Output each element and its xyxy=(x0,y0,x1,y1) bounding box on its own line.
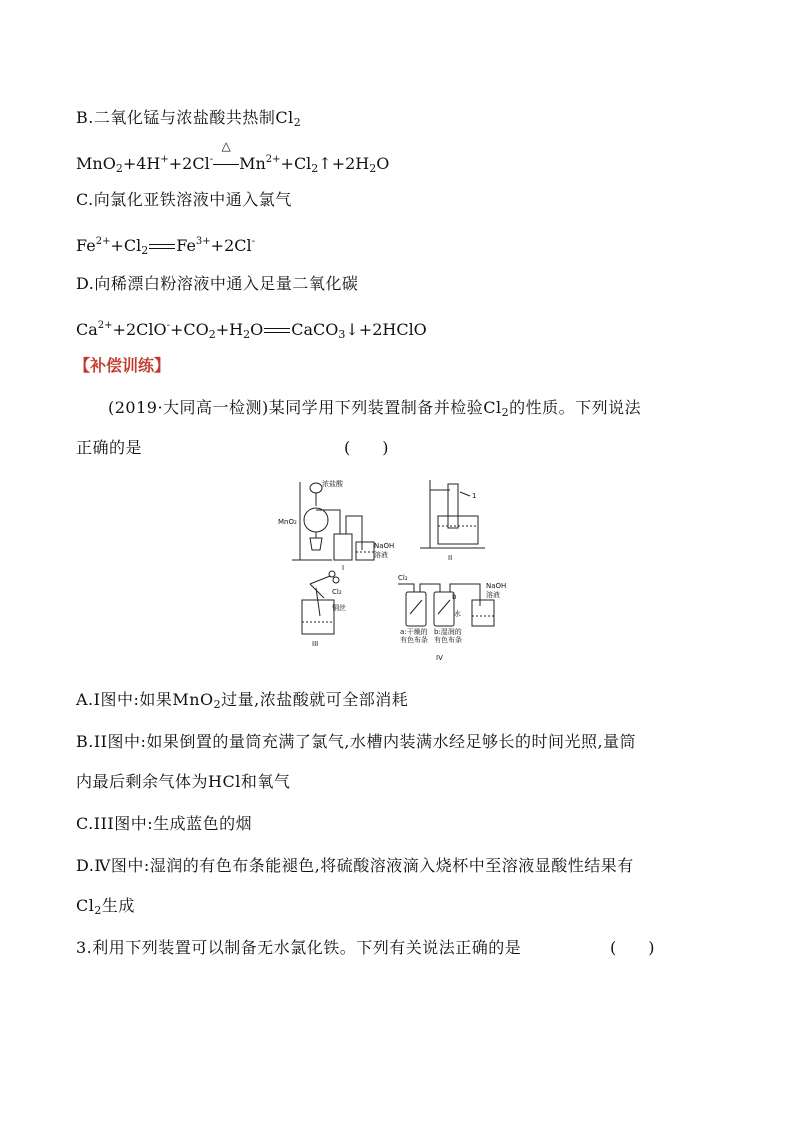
fig-wet-cloth-b: b:湿润的 xyxy=(434,628,462,636)
fig-conc-hcl-label: 浓盐酸 xyxy=(322,480,343,488)
fig-wet-cloth-b2: 有色布条 xyxy=(434,636,462,644)
equation-d: $Ca^{2+}+2ClO^-+CO_2+H_2O$ CaCO$_3$↓+2HClO xyxy=(76,320,427,341)
answer-b-line1: B.II图中:如果倒置的量筒充满了氯气,水槽内装满水经足够长的时间光照,量筒 xyxy=(76,732,637,751)
fig-cl2-label-3: Cl₂ xyxy=(332,588,342,596)
question-2-line1: (2019·大同高一检测)某同学用下列装置制备并检验$Cl_2$的性质。下列说法 xyxy=(108,398,642,419)
fig-label-i: I xyxy=(342,564,345,572)
equals-sign xyxy=(264,328,290,333)
fig-dry-cloth-a: a:干燥的 xyxy=(400,628,428,636)
answer-d-line2: $Cl_2$生成 xyxy=(76,896,135,917)
fig-copper-label: 铜丝 xyxy=(332,604,346,612)
option-c-text: C.向氯化亚铁溶液中通入氯气 xyxy=(76,190,292,209)
equals-sign xyxy=(149,244,175,249)
fig-mno2-label: MnO₂ xyxy=(278,518,297,526)
fig-label-iv: IV xyxy=(436,654,443,662)
section-heading: 【补偿训练】 xyxy=(74,356,171,375)
question-2-line2: 正确的是 xyxy=(76,438,143,457)
answer-a: A.Ⅰ图中:如果MnO$_2$过量,浓盐酸就可全部消耗 xyxy=(76,690,409,711)
fig-label-ii: II xyxy=(448,554,453,562)
fig-b-mark: b xyxy=(452,593,457,601)
fig-water-label: 水 xyxy=(454,610,461,618)
answer-d-line1: D.Ⅳ图中:湿润的有色布条能褪色,将硫酸溶液滴入烧杯中至溶液显酸性结果有 xyxy=(76,856,634,875)
fig-naoh-label-2: NaOH xyxy=(486,582,507,590)
heat-condition: △ xyxy=(213,152,239,176)
question-3: 3.利用下列装置可以制备无水氯化铁。下列有关说法正确的是 xyxy=(76,938,522,957)
answer-c: C.III图中:生成蓝色的烟 xyxy=(76,814,253,833)
answer-b-line2: 内最后剩余气体为HCl和氧气 xyxy=(76,772,291,791)
answer-blank-3: ( ) xyxy=(610,938,655,957)
equation-c: $Fe^{2+}+Cl_2$ $Fe^{3+}+2Cl^-$ xyxy=(76,236,256,257)
fig-label-iii: III xyxy=(312,640,319,648)
option-b-text: B.二氧化锰与浓盐酸共热制$Cl_2$ xyxy=(76,108,302,129)
equation-b: MnO$_2$+4H++2Cl- △ $Mn^{2+}+Cl_2↑+2H_2O$ xyxy=(76,139,390,175)
answer-blank: ( ) xyxy=(344,438,389,457)
fig-naoh-solution-1: 溶液 xyxy=(374,551,388,559)
option-d-text: D.向稀漂白粉溶液中通入足量二氧化碳 xyxy=(76,274,359,293)
apparatus-figure xyxy=(270,476,530,666)
fig-dry-cloth-a2: 有色布条 xyxy=(400,636,428,644)
fig-naoh-label-1: NaOH xyxy=(374,542,395,550)
fig-naoh-solution-2: 溶液 xyxy=(486,591,500,599)
fig-cl2-label-4: Cl₂ xyxy=(398,574,408,582)
fig-label-1: 1 xyxy=(472,492,477,500)
